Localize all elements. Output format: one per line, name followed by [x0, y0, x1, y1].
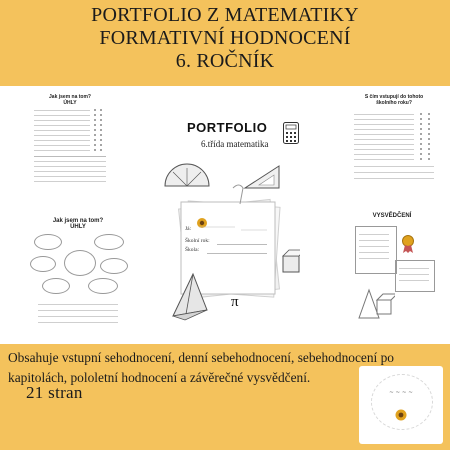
title-line-3: 6. ROČNÍK	[175, 50, 275, 72]
name-label: Já:	[185, 226, 192, 232]
preview-angles-subtitle: ÚHLY	[63, 100, 77, 106]
preview-angles-mindmap	[28, 212, 128, 337]
triangle-ruler-icon	[245, 166, 279, 188]
pi-symbol: π	[231, 294, 239, 310]
preview-entry-assessment	[348, 92, 440, 192]
sunflower-icon	[197, 218, 207, 228]
portfolio-cover	[155, 106, 300, 336]
school-label: Škola:	[185, 247, 200, 253]
preview-certificate	[343, 210, 441, 335]
preview-mind-subtitle: ÚHLY	[70, 224, 86, 230]
header	[0, 4, 450, 73]
preview-mind-title: Jak jsem na tom?	[52, 218, 104, 224]
pages-count: 21 stran	[26, 383, 83, 402]
brand-logo	[359, 366, 443, 444]
logo-sunflower-icon	[395, 408, 407, 426]
medal-icon	[401, 234, 415, 259]
shapes-icon	[355, 284, 395, 325]
portfolio-title: PORTFOLIO	[187, 120, 268, 135]
preview-entry-title: S čím vstupují do tohoto školního roku?	[364, 94, 424, 106]
title-line-2: FORMATIVNÍ HODNOCENÍ	[99, 27, 351, 49]
title-line-1: PORTFOLIO Z MATEMATIKY	[91, 4, 359, 26]
cube-icon	[283, 250, 300, 272]
school-year-label: Školní rok:	[185, 238, 210, 244]
portfolio-subtitle: 6.třída matematika	[201, 139, 269, 149]
preview-angles-checklist	[30, 90, 110, 190]
calculator-icon	[283, 122, 299, 149]
protractor-icon	[165, 164, 209, 186]
preview-angles-title: Jak jsem na tom?	[49, 94, 91, 100]
product-description: Obsahuje vstupní sehodnocení, denní sebehodnocení, sebehodnocení po kapitolách, pololetní hodnocení a závěrečné vysvědčení.	[8, 350, 395, 385]
preview-certificate-title: VYSVĚDČENÍ	[372, 213, 412, 219]
logo-script: ~ ~ ~ ~	[389, 390, 413, 396]
